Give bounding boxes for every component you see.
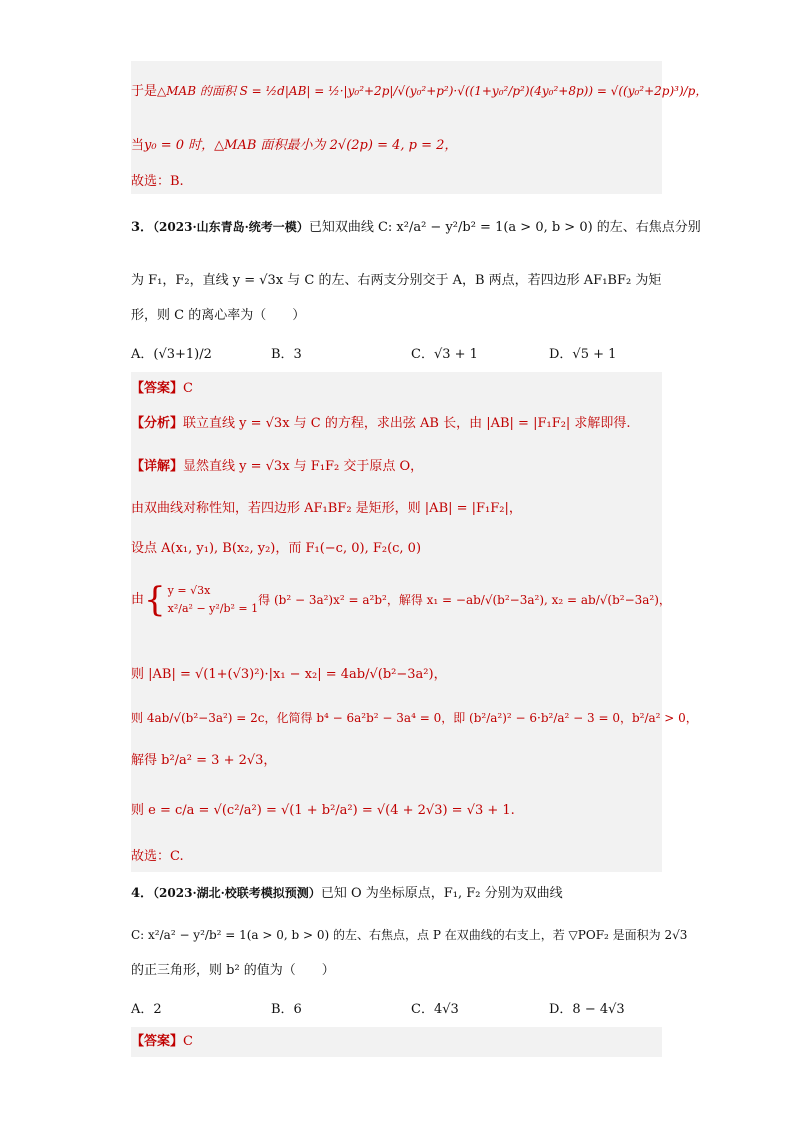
q3-option-b: B．3 (271, 347, 302, 362)
q3-stem-text: 已知双曲线 C: x²/a² − y²/b² = 1(a > 0, b > 0) 的左、右焦点分别 (308, 220, 701, 235)
line-prefix: 当 (131, 138, 145, 153)
q3-detail-line (131, 458, 661, 476)
system-brace: { (144, 580, 166, 620)
q3-source: （2023·山东青岛·统考一模） (153, 220, 309, 234)
q4-option-a: A．2 (131, 1002, 162, 1017)
equation-system (168, 582, 259, 618)
q3-detail-6: 解得 b²/a² = 3 + 2√3， (131, 753, 277, 768)
analysis-label: 【分析】 (131, 416, 184, 431)
q4-stem-text: 已知 O 为坐标原点，F₁, F₂ 分别为双曲线 (320, 886, 563, 901)
analysis-text: 联立直线 y = √3x 与 C 的方程，求出弦 AB 长，由 |AB| = |F₁F₂| 求解即得. (183, 416, 631, 431)
q4-option-b: B．6 (271, 1002, 302, 1017)
q3-detail-5: 则 4ab/√(b²−3a²) = 2c，化简得 b⁴ − 6a²b² − 3a⁴ = 0，即 (b²/a²)² − 6·b²/a² − 3 = 0，b²/a² > 0， (131, 711, 698, 725)
q3-analysis-line (131, 415, 661, 433)
q3-detail-1: 由双曲线对称性知，若四边形 AF₁BF₂ 是矩形，则 |AB| = |F₁F₂|， (131, 501, 522, 516)
q3-option-d: D．√5 + 1 (549, 347, 617, 362)
q3-detail-8: 故选：C. (131, 849, 184, 864)
system-result: 得 (b² − 3a²)x² = a²b²，解得 x₁ = −ab/√(b²−3a²), x₂ = ab/√(b²−3a²)， (258, 593, 671, 607)
q3-option-a: A．(√3+1)/2 (131, 347, 212, 362)
q4-source: （2023·湖北·校联考模拟预测） (153, 886, 321, 900)
choice-line-prev: 故选：B. (131, 174, 184, 189)
answer-value: C (183, 381, 193, 396)
area-formula: △MAB 的面积 S = ½d|AB| = ½·|y₀²+2p|/√(y₀²+p²)·√((1+y₀²/p²)(4y₀²+8p)) = √((y₀²+2p)³)/p， (157, 84, 708, 98)
answer-label: 【答案】 (131, 1034, 184, 1049)
min-area-line (131, 137, 661, 155)
q3-stem-line3: 形，则 C 的离心率为（ ） (131, 308, 306, 323)
min-area-math: y₀ = 0 时，△MAB 面积最小为 2√(2p) = 4, p = 2， (144, 138, 458, 153)
system-eq-1: y = √3x (167, 584, 211, 597)
q3-option-c: C．√3 + 1 (411, 347, 478, 362)
q4-stem-line1 (131, 884, 661, 903)
answer-label: 【答案】 (131, 381, 184, 396)
q4-stem-line3: 的正三角形，则 b² 的值为（ ） (131, 963, 335, 978)
detail-label: 【详解】 (131, 459, 184, 474)
q4-number: 4． (131, 886, 154, 901)
q3-number: 3． (131, 220, 154, 235)
q4-option-d: D．8 − 4√3 (549, 1002, 625, 1017)
q4-option-c: C．4√3 (411, 1002, 459, 1017)
q4-stem-line2: C: x²/a² − y²/b² = 1(a > 0, b > 0) 的左、右焦点，点 P 在双曲线的右支上，若 ▽POF₂ 是面积为 2√3 (131, 928, 688, 942)
system-eq-2: x²/a² − y²/b² = 1 (167, 602, 259, 615)
q4-answer-line (131, 1033, 661, 1051)
q3-detail-2: 设点 A(x₁, y₁), B(x₂, y₂)，而 F₁(−c, 0), F₂(c, 0) (131, 541, 422, 556)
q3-detail-7: 则 e = c/a = √(c²/a²) = √(1 + b²/a²) = √(4 + 2√3) = √3 + 1. (131, 803, 515, 818)
q3-stem-line1 (131, 218, 701, 237)
answer-value: C (183, 1034, 193, 1049)
q3-stem-line2: 为 F₁，F₂，直线 y = √3x 与 C 的左、右两支分别交于 A，B 两点，若四边形 AF₁BF₂ 为矩 (131, 273, 662, 288)
area-formula-line (131, 82, 708, 101)
q3-answer-line (131, 380, 661, 398)
line-prefix: 于是 (131, 84, 158, 99)
detail-text: 显然直线 y = √3x 与 F₁F₂ 交于原点 O， (183, 459, 424, 474)
q3-detail-3: 由{ y = √3x x²/a² − y²/b² = 1 得 (b² − 3a²)x² = a²b²，解得 x₁ = −ab/√(b²−3a²), x₂ = ab/√(b²−3a²)， (131, 580, 671, 620)
q3-detail-4: 则 |AB| = √(1+(√3)²)·|x₁ − x₂| = 4ab/√(b²−3a²)， (131, 667, 447, 682)
